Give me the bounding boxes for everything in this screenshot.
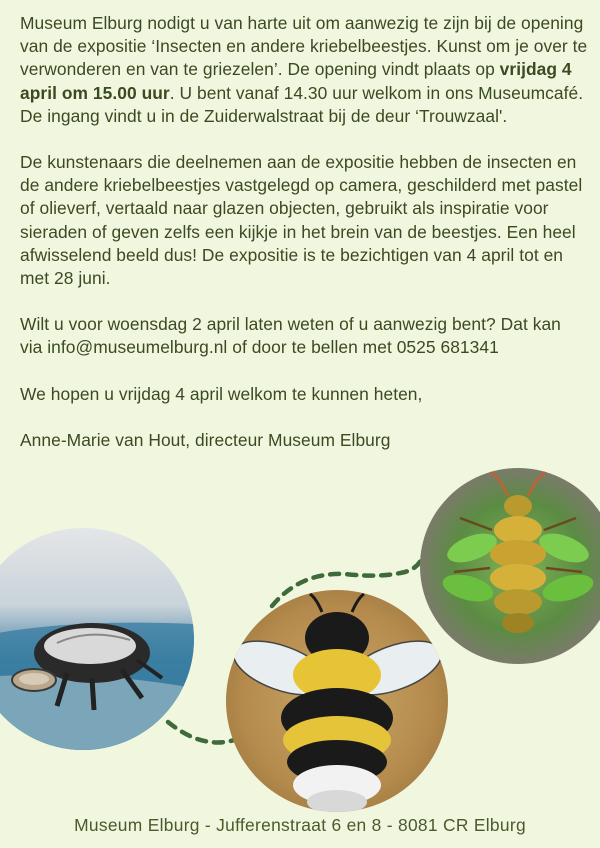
bee-painting-image bbox=[226, 590, 448, 812]
signature: Anne-Marie van Hout, directeur Museum Elburg bbox=[20, 429, 391, 450]
paragraph-artists: De kunstenaars die deelnemen aan de expositie hebben de insecten en de andere kriebelbeestjes vastgelegd op camera, geschilderd met pastel of olieverf, vertaald naar glazen objecten, gebruikt als inspiratie voor sieraden of geven zelfs een kijkje in het brein van de beestjes. Een heel afwisselend beeld dus! De expositie is te bezichtigen van 4 april tot en met 28 juni. bbox=[20, 152, 583, 289]
paragraph-opening-intro: Museum Elburg nodigt u van harte uit om aanwezig te zijn bij de opening van de expositie ‘Insecten en andere kriebelbeestjes. Kunst om je over te verwonderen en van te griezelen’. De opening vindt plaats op bbox=[20, 13, 588, 80]
paragraph-rsvp: Wilt u voor woensdag 2 april laten weten of u aanwezig bent? Dat kan via info@museumelburg.nl of door te bellen met 0525 681341 bbox=[20, 314, 561, 358]
paragraph-welcome: We hopen u vrijdag 4 april welkom te kunnen heten, bbox=[20, 383, 423, 404]
paragraph-opening-rest: . U bent vanaf 14.30 uur welkom in ons Museumcafé. De ingang vindt u in de Zuiderwalstraat bij de deur ‘Trouwzaal'. bbox=[20, 82, 584, 126]
invitation-text bbox=[20, 12, 588, 475]
sculpture-artwork-image bbox=[0, 528, 194, 750]
paragraph-opening bbox=[20, 12, 588, 128]
footer-address: Museum Elburg - Jufferenstraat 6 en 8 - 8081 CR Elburg bbox=[74, 815, 526, 835]
opening-date-time: vrijdag 4 april om 15.00 uur bbox=[20, 59, 572, 103]
insect-painting-image bbox=[420, 468, 600, 664]
